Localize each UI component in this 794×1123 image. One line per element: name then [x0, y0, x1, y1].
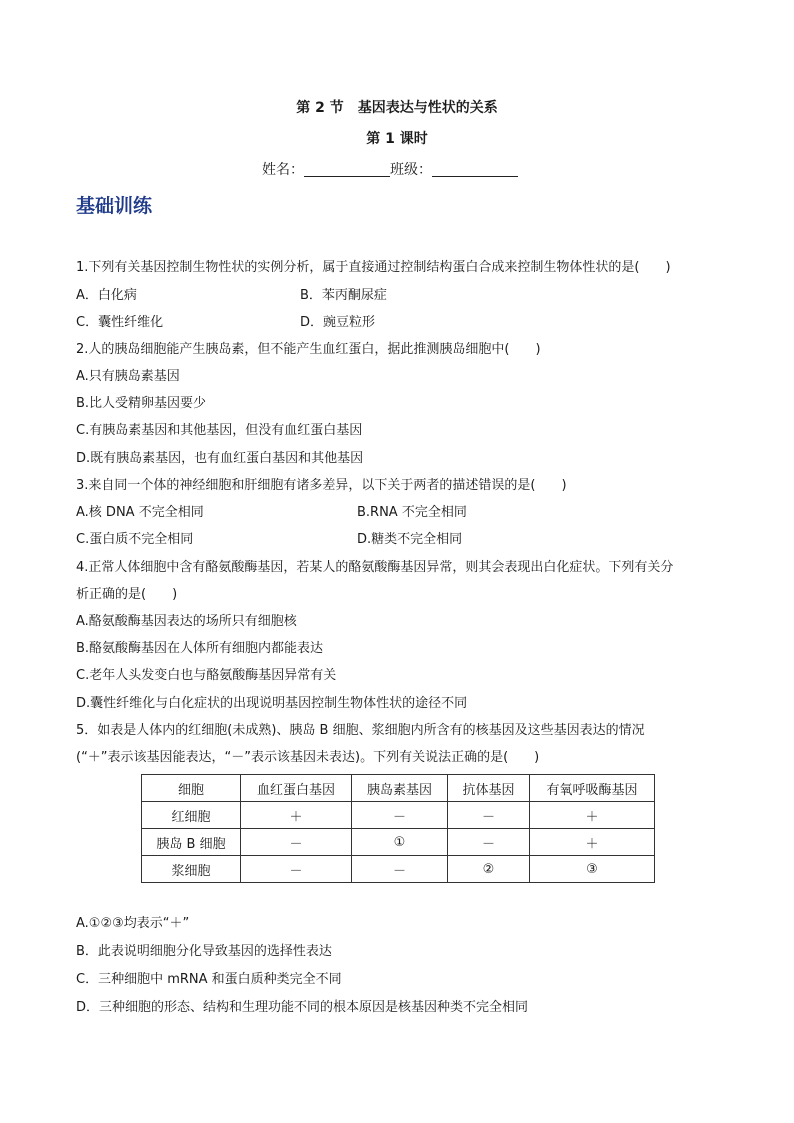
- q4-option-a: A.酪氨酸酶基因表达的场所只有细胞核: [76, 614, 297, 629]
- lesson-title: 第 2 节 基因表达与性状的关系: [296, 100, 498, 116]
- table-cell: 浆细胞: [142, 856, 241, 883]
- table-cell: ＋: [241, 802, 352, 829]
- table-cell: ③: [530, 856, 655, 883]
- q5-option-a: A.①②③均表示“＋”: [76, 916, 190, 931]
- table-row: [142, 856, 655, 883]
- table-header-cell: 胰岛素基因: [352, 775, 448, 802]
- table-cell: 胰岛 B 细胞: [142, 829, 241, 856]
- name-label: 姓名：: [262, 162, 304, 178]
- q3-option-a: A.核 DNA 不完全相同: [76, 505, 204, 520]
- q2-option-a: A.只有胰岛素基因: [76, 369, 180, 384]
- q5-option-d: D．三种细胞的形态、结构和生理功能不同的根本原因是核基因种类不完全相同: [76, 1000, 529, 1015]
- lesson-subtitle: 第 1 课时: [366, 131, 428, 147]
- table-cell: －: [241, 856, 352, 883]
- q4-option-b: B.酪氨酸酶基因在人体所有细胞内都能表达: [76, 641, 324, 656]
- q2-stem: 2.人的胰岛细胞能产生胰岛素，但不能产生血红蛋白，据此推测胰岛细胞中( ): [76, 342, 541, 357]
- q1-option-c: C．囊性纤维化: [76, 315, 164, 330]
- table-row: [142, 802, 655, 829]
- table-cell: －: [448, 802, 530, 829]
- section-heading: 基础训练: [76, 195, 153, 217]
- q2-option-d: D.既有胰岛素基因，也有血红蛋白基因和其他基因: [76, 451, 364, 466]
- gene-expression-table: [141, 774, 655, 883]
- q4-stem-line1: 4.正常人体细胞中含有酪氨酸酶基因，若某人的酪氨酸酶基因异常，则其会表现出白化症状。下列有关分: [76, 560, 674, 575]
- q5-stem-line2: (“＋”表示该基因能表达，“－”表示该基因未表达)。下列有关说法正确的是( ): [76, 750, 540, 765]
- table-header-cell: 血红蛋白基因: [241, 775, 352, 802]
- table-cell: ＋: [530, 829, 655, 856]
- q5-option-b: B．此表说明细胞分化导致基因的选择性表达: [76, 944, 332, 959]
- q2-option-c: C.有胰岛素基因和其他基因，但没有血红蛋白基因: [76, 423, 363, 438]
- table-cell: ＋: [530, 802, 655, 829]
- class-label: 班级：: [390, 162, 432, 178]
- name-blank[interactable]: [304, 162, 390, 177]
- table-cell: －: [352, 856, 448, 883]
- table-cell: －: [241, 829, 352, 856]
- table-cell: ②: [448, 856, 530, 883]
- q3-option-b: B.RNA 不完全相同: [357, 505, 467, 520]
- q3-option-c: C.蛋白质不完全相同: [76, 532, 194, 547]
- name-class-row: [262, 159, 518, 179]
- q3-option-d: D.糖类不完全相同: [357, 532, 463, 547]
- table-cell: －: [448, 829, 530, 856]
- q1-stem: 1.下列有关基因控制生物性状的实例分析，属于直接通过控制结构蛋白合成来控制生物体性状的是( ): [76, 260, 671, 275]
- q1-option-d: D．豌豆粒形: [300, 315, 376, 330]
- q5-option-c: C．三种细胞中 mRNA 和蛋白质种类完全不同: [76, 972, 342, 987]
- q5-stem-line1: 5．如表是人体内的红细胞(未成熟)、胰岛 B 细胞、浆细胞内所含有的核基因及这些基因表达的情况: [76, 723, 645, 738]
- q2-option-b: B.比人受精卵基因要少: [76, 396, 207, 411]
- table-cell: －: [352, 802, 448, 829]
- table-header-cell: 有氧呼吸酶基因: [530, 775, 655, 802]
- q4-option-c: C.老年人头发变白也与酪氨酸酶基因异常有关: [76, 668, 337, 683]
- table-header-cell: 细胞: [142, 775, 241, 802]
- table-row: [142, 829, 655, 856]
- table-cell: ①: [352, 829, 448, 856]
- table-header-row: [142, 775, 655, 802]
- q3-stem: 3.来自同一个体的神经细胞和肝细胞有诸多差异，以下关于两者的描述错误的是( ): [76, 478, 567, 493]
- table-header-cell: 抗体基因: [448, 775, 530, 802]
- q4-option-d: D.囊性纤维化与白化症状的出现说明基因控制生物体性状的途径不同: [76, 696, 468, 711]
- q4-stem-line2: 析正确的是( ): [76, 587, 178, 602]
- table-cell: 红细胞: [142, 802, 241, 829]
- q1-option-b: B．苯丙酮尿症: [300, 288, 387, 303]
- class-blank[interactable]: [432, 162, 518, 177]
- q1-option-a: A．白化病: [76, 288, 137, 303]
